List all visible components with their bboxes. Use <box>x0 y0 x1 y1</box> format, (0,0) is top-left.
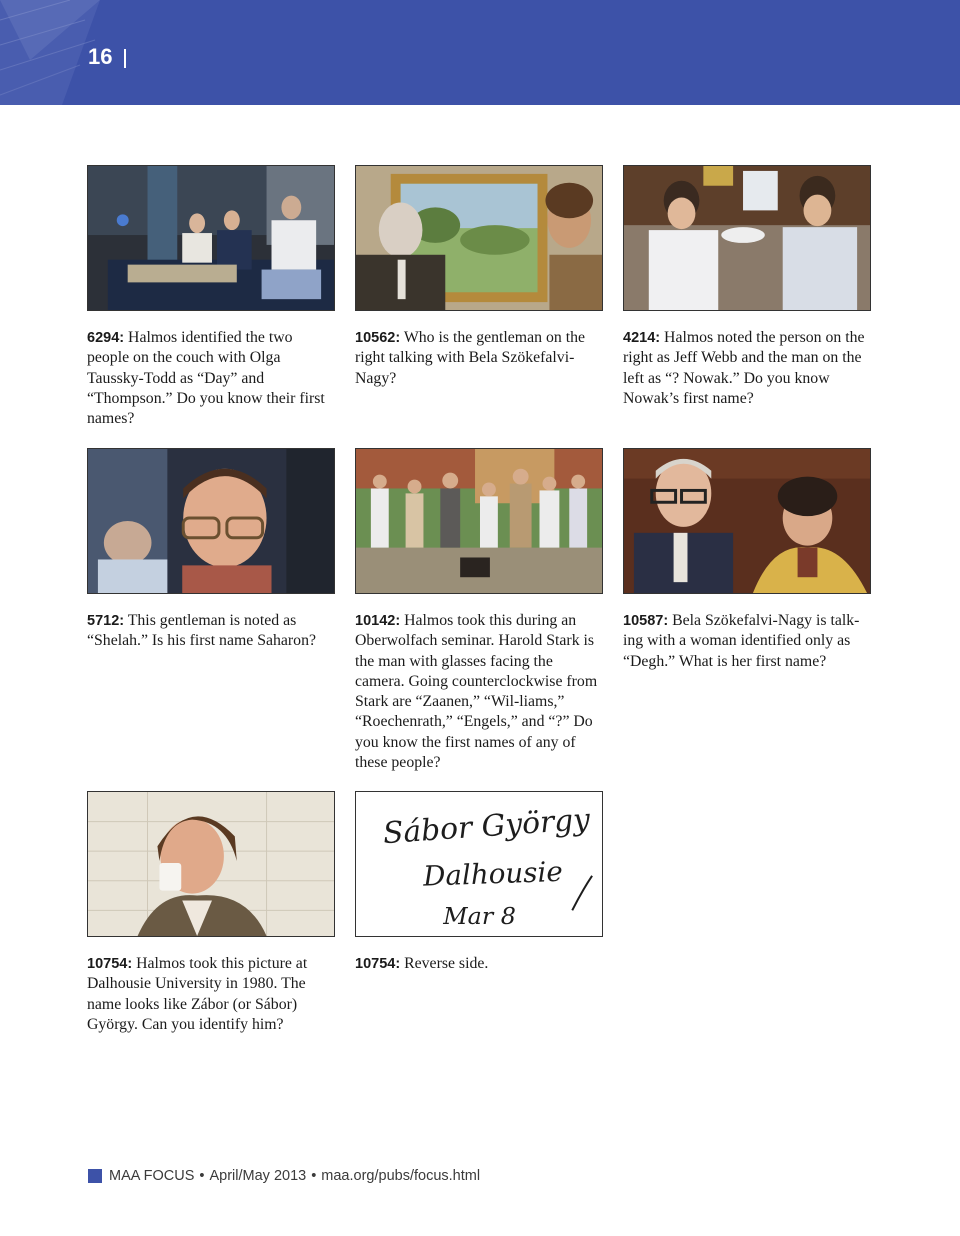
page-number: 16 <box>88 44 113 69</box>
caption-10754 <box>87 954 337 1035</box>
caption-text: Halmos noted the person on the right as Jeff Webb and the man on the left as “? Nowak.” Do you know Nowak’s first name? <box>623 329 865 407</box>
caption-10587 <box>623 611 873 672</box>
caption-text: Bela Szökefalvi-Nagy is talk-ing with a woman identified only as “Degh.” What is her first name? <box>623 612 860 670</box>
handwriting-line-3: Mar 8 <box>443 902 516 931</box>
footer-separator: • <box>199 1168 205 1184</box>
caption-text: Halmos took this during an Oberwolfach seminar. Harold Stark is the man with glasses facing the camera. Going counterclockwise from Stark are “Zaanen,” “Wil-liams,” “Roechenrath,” “Engels,” and “?” Do you know the first names of any of these people? <box>355 612 598 772</box>
caption-id: 4214: <box>623 330 661 346</box>
caption-text: This gentleman is noted as “Shelah.” Is his first name Saharon? <box>87 612 316 650</box>
handwritten-note <box>356 792 602 936</box>
caption-4214 <box>623 328 873 409</box>
caption-id: 10754: <box>87 956 133 972</box>
footer-url[interactable]: maa.org/pubs/focus.html <box>321 1168 481 1184</box>
caption-10562 <box>355 328 605 389</box>
caption-text: Halmos took this picture at Dalhousie University in 1980. The name looks like Zábor (or Sábor) György. Can you identify him? <box>87 955 308 1033</box>
caption-id: 6294: <box>87 330 125 346</box>
page-number-divider <box>124 49 126 68</box>
footer-separator: • <box>311 1168 317 1184</box>
photo-10142 <box>355 448 603 594</box>
caption-text: Who is the gentleman on the right talking with Bela Szökefalvi-Nagy? <box>355 329 585 387</box>
photo-6294 <box>87 165 335 311</box>
handwriting-line-2: Dalhousie <box>422 854 564 893</box>
photo-10754 <box>87 791 335 937</box>
footer-square-icon <box>88 1169 102 1183</box>
footer-magazine: MAA FOCUS <box>109 1168 195 1184</box>
photo-5712 <box>87 448 335 594</box>
photo-10562 <box>355 165 603 311</box>
caption-id: 10587: <box>623 613 669 629</box>
caption-text: Halmos identified the two people on the couch with Olga Taussky-Todd as “Day” and “Thompson.” Do you know their first names? <box>87 329 325 428</box>
caption-id: 10562: <box>355 330 401 346</box>
photo-10587 <box>623 448 871 594</box>
caption-id: 10142: <box>355 613 401 629</box>
caption-id: 5712: <box>87 613 125 629</box>
page-footer <box>88 1168 480 1184</box>
handwriting-line-1: Sábor György <box>381 801 592 851</box>
footer-issue: April/May 2013 <box>209 1168 307 1184</box>
caption-6294 <box>87 328 337 429</box>
caption-10754-reverse <box>355 954 605 974</box>
caption-10142 <box>355 611 605 773</box>
caption-5712 <box>87 611 337 652</box>
caption-text: Reverse side. <box>400 955 489 972</box>
photo-10754-reverse <box>355 791 603 937</box>
photo-4214 <box>623 165 871 311</box>
header-bar <box>0 0 960 105</box>
caption-id: 10754: <box>355 956 401 972</box>
